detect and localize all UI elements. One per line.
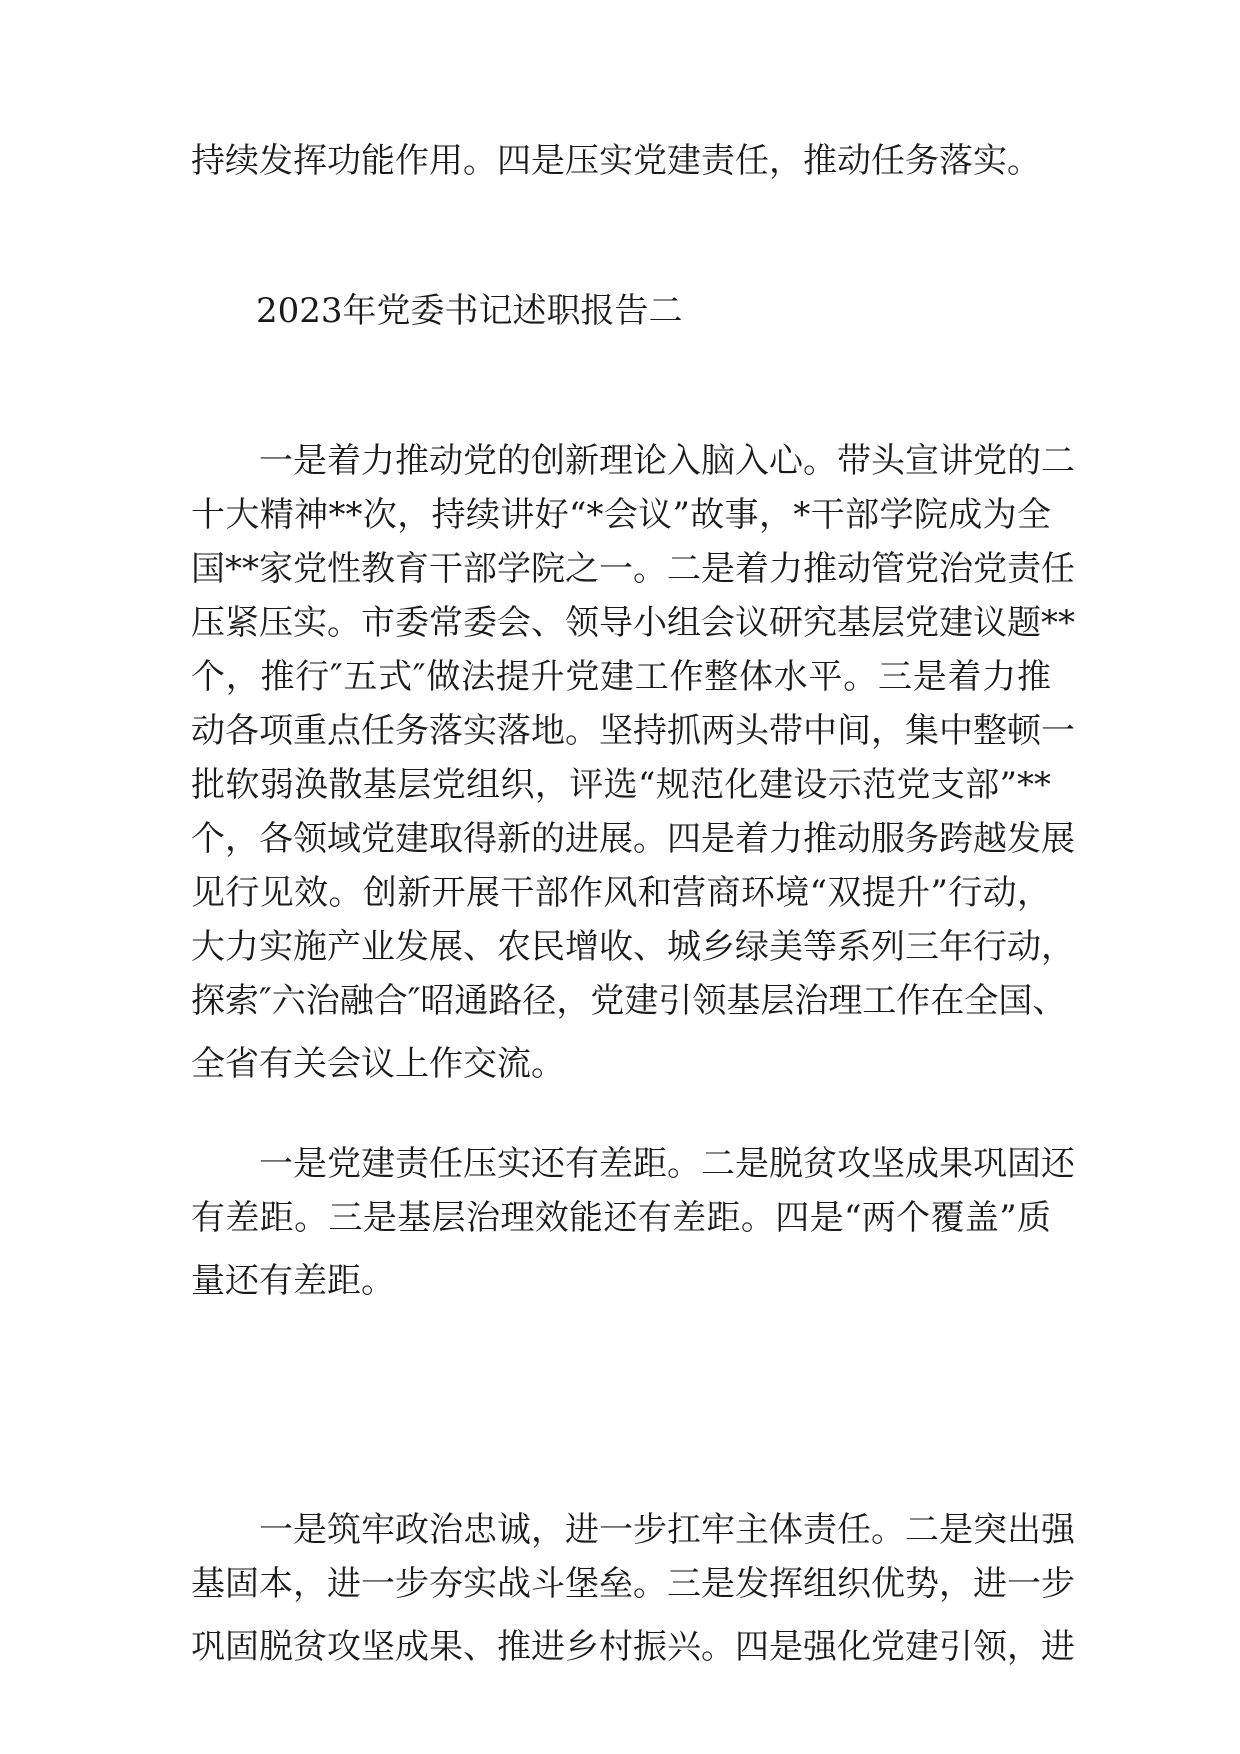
- paragraph-line: 一是着力推动党的创新理论入脑入心。带头宣讲党的二: [191, 441, 1075, 481]
- paragraph-line: 探索″六治融合″昭通路径，党建引领基层治理工作在全国、: [191, 981, 1067, 1021]
- paragraph-line: 巩固脱贫攻坚成果、推进乡村振兴。四是强化党建引领，进: [191, 1627, 1075, 1667]
- paragraph-line: 个，各领域党建取得新的进展。四是着力推动服务跨越发展: [191, 819, 1075, 859]
- paragraph-line: 基固本，进一步夯实战斗堡垒。三是发挥组织优势，进一步: [191, 1564, 1075, 1604]
- paragraph-line: 一是筑牢政治忠诚，进一步扛牢主体责任。二是突出强: [191, 1510, 1075, 1550]
- document-title: 2023年党委书记述职报告二: [256, 291, 683, 331]
- paragraph-line: 批软弱涣散基层党组织，评选“规范化建设示范党支部”**: [191, 765, 1051, 805]
- paragraph-line: 见行见效。创新开展干部作风和营商环境“双提升”行动，: [191, 873, 1051, 913]
- paragraph-line: 全省有关会议上作交流。: [191, 1044, 565, 1084]
- paragraph-line: 有差距。三是基层治理效能还有差距。四是“两个覆盖”质: [191, 1198, 1051, 1238]
- paragraph-line: 国**家党性教育干部学院之一。二是着力推动管党治党责任: [191, 549, 1075, 589]
- paragraph-line: 量还有差距。: [191, 1261, 395, 1301]
- paragraph-line: 动各项重点任务落实落地。坚持抓两头带中间，集中整顿一: [191, 711, 1075, 751]
- paragraph-shortcomings: [191, 1137, 1075, 1301]
- paragraph-line: 一是党建责任压实还有差距。二是脱贫攻坚成果巩固还: [191, 1144, 1075, 1184]
- paragraph-line: 压紧压实。市委常委会、领导小组会议研究基层党建议题**: [191, 603, 1075, 643]
- paragraph-line: 十大精神**次，持续讲好“*会议”故事，*干部学院成为全: [191, 495, 1051, 535]
- continued-text-line: 持续发挥功能作用。四是压实党建责任，推动任务落实。: [191, 141, 1041, 181]
- paragraph-line: 个，推行″五式″做法提升党建工作整体水平。三是着力推: [191, 657, 1051, 697]
- paragraph-achievements: [191, 434, 1075, 1084]
- paragraph-next-steps: [191, 1503, 1075, 1667]
- paragraph-line: 大力实施产业发展、农民增收、城乡绿美等系列三年行动，: [191, 927, 1075, 967]
